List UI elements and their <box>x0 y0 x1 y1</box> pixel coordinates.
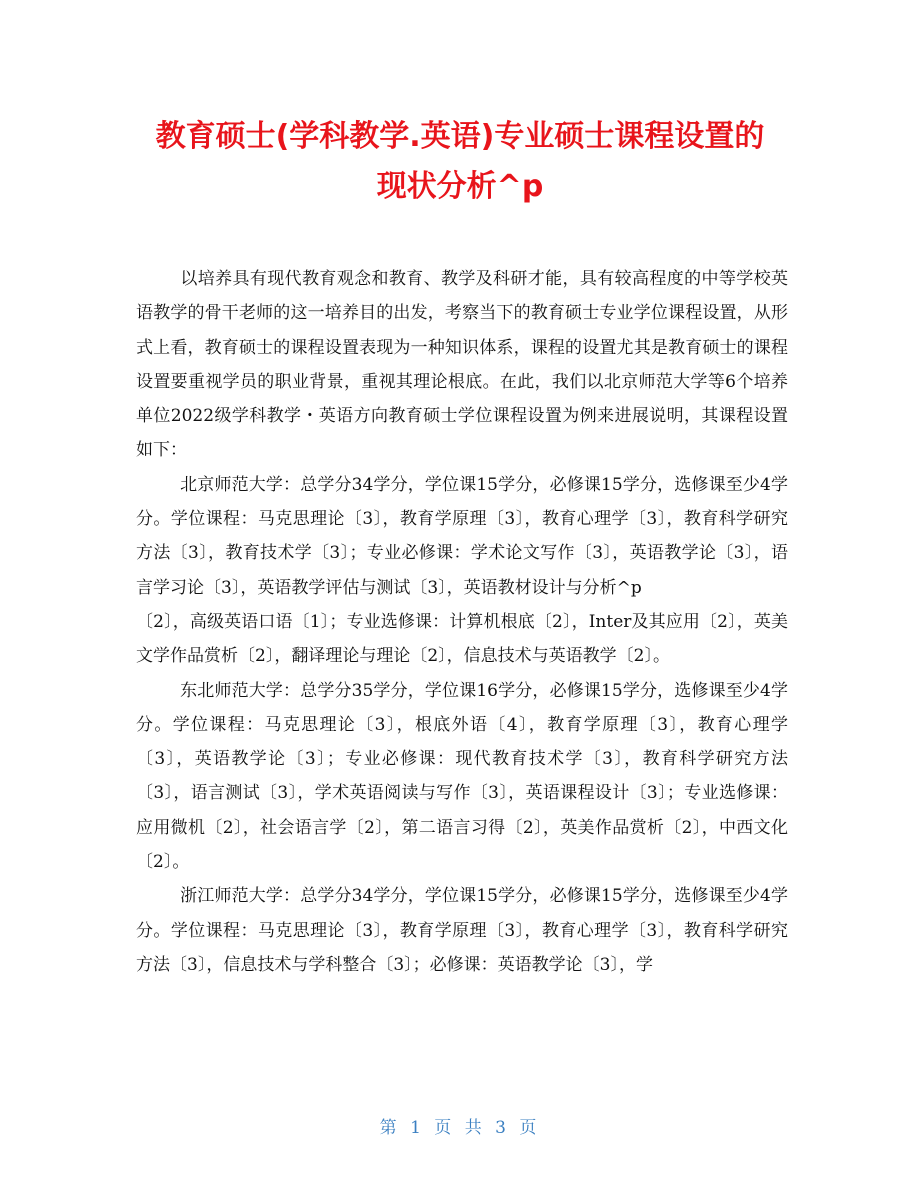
paragraph-intro: 以培养具有现代教育观念和教育、教学及科研才能，具有较高程度的中等学校英语教学的骨干老师的这一培养目的出发，考察当下的教育硕士专业学位课程设置，从形式上看，教育硕士的课程设置表现为一种知识体系，课程的设置尤其是教育硕士的课程设置要重视学员的职业背景，重视其理论根底。在此，我们以北京师范大学等6个培养单位2022级学科教学・英语方向教育硕士学位课程设置为例来进展说明，其课程设置如下： <box>136 269 788 461</box>
document-title <box>120 112 800 212</box>
page-footer: 第 1 页 共 3 页 <box>379 1118 541 1138</box>
paragraph-bnu-continued: 〔2〕，高级英语口语〔1〕；专业选修课：计算机根底〔2〕，Inter及其应用〔2〕，英美文学作品赏析〔2〕，翻译理论与理论〔2〕，信息技术与英语教学〔2〕。 <box>136 611 788 667</box>
paragraph-bnu: 北京师范大学：总学分34学分，学位课15学分，必修课15学分，选修课至少4学分。学位课程：马克思理论〔3〕，教育学原理〔3〕，教育心理学〔3〕，教育科学研究方法〔3〕，教育技术学〔3〕；专业必修课：学术论文写作〔3〕，英语教学论〔3〕，语言学习论〔3〕，英语教学评估与测试〔3〕，英语教材设计与分析^p <box>136 474 788 598</box>
title-line-1: 教育硕士(学科教学.英语)专业硕士课程设置的 <box>155 119 765 154</box>
document-body <box>136 262 788 982</box>
paragraph-zjnu: 浙江师范大学：总学分34学分，学位课15学分，必修课15学分，选修课至少4学分。学位课程：马克思理论〔3〕，教育学原理〔3〕，教育心理学〔3〕，教育科学研究方法〔3〕，信息技术与学科整合〔3〕；必修课：英语教学论〔3〕，学 <box>136 886 788 975</box>
title-line-2: 现状分析^p <box>376 169 544 204</box>
paragraph-nenu: 东北师范大学：总学分35学分，学位课16学分，必修课15学分，选修课至少4学分。学位课程：马克思理论〔3〕，根底外语〔4〕，教育学原理〔3〕，教育心理学〔3〕，英语教学论〔3〕；专业必修课：现代教育技术学〔3〕，教育科学研究方法〔3〕，语言测试〔3〕，学术英语阅读与写作〔3〕，英语课程设计〔3〕；专业选修课：应用微机〔2〕，社会语言学〔2〕，第二语言习得〔2〕，英美作品赏析〔2〕，中西文化〔2〕。 <box>136 680 788 873</box>
